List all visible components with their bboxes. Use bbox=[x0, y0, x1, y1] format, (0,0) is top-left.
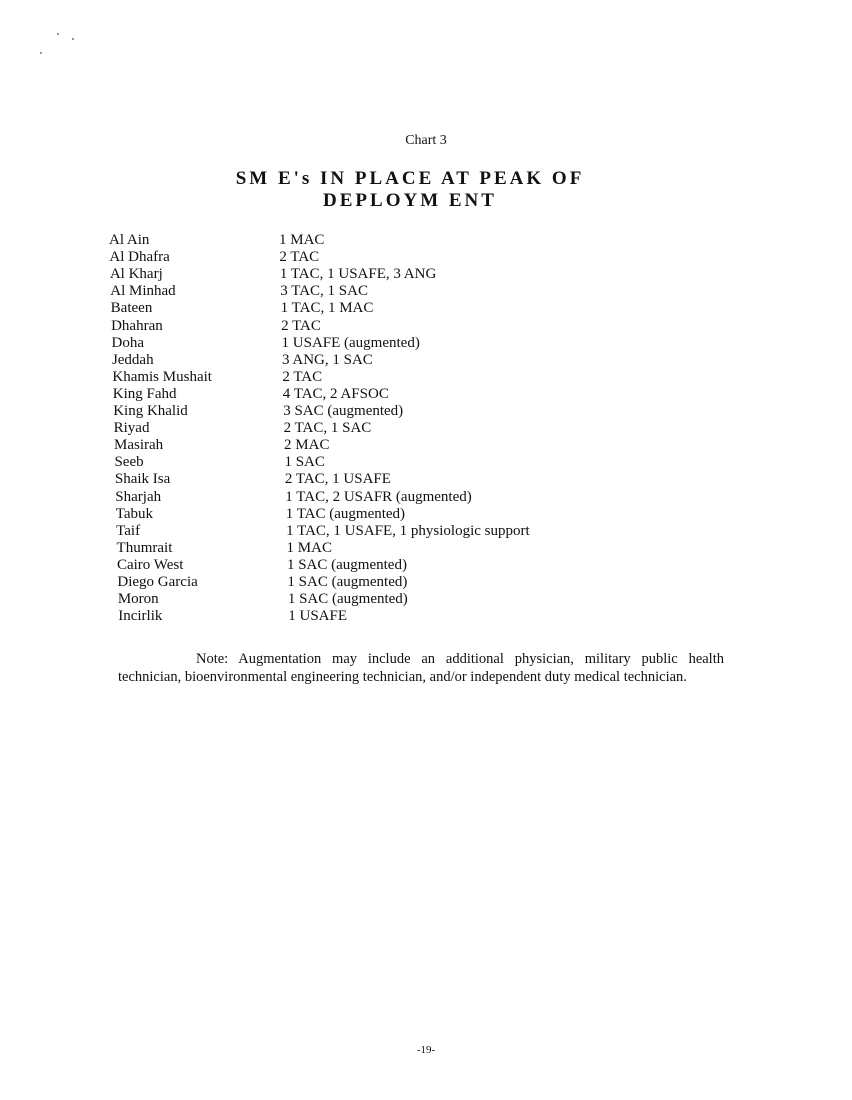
unit-assignment: 1 SAC bbox=[284, 454, 325, 471]
unit-assignment: 4 TAC, 2 AFSOC bbox=[282, 385, 389, 402]
location-name: Shaik Isa bbox=[114, 471, 171, 488]
unit-assignment: 2 TAC bbox=[281, 317, 321, 334]
scan-speck bbox=[40, 52, 42, 54]
unit-assignment: 2 TAC bbox=[282, 368, 323, 385]
location-name: Tabuk bbox=[115, 505, 153, 522]
unit-assignment: 2 TAC, 1 USAFE bbox=[284, 471, 391, 488]
scan-speck bbox=[57, 33, 59, 35]
chart-label: Chart 3 bbox=[405, 133, 447, 148]
unit-assignment: 1 MAC bbox=[286, 539, 332, 556]
unit-assignment: 1 USAFE (augmented) bbox=[281, 334, 420, 351]
unit-assignment: 3 TAC, 1 SAC bbox=[280, 283, 368, 300]
location-name: Moron bbox=[117, 591, 159, 608]
location-name: Jeddah bbox=[111, 351, 154, 368]
location-name: Al Kharj bbox=[109, 266, 163, 283]
unit-assignment: 2 TAC, 1 SAC bbox=[283, 420, 372, 437]
location-name: Masirah bbox=[114, 437, 164, 454]
unit-assignment: 1 TAC, 1 USAFE, 3 ANG bbox=[279, 266, 437, 283]
page-title bbox=[140, 168, 680, 212]
unit-assignment: 1 TAC (augmented) bbox=[285, 505, 406, 522]
location-name: Incirlik bbox=[118, 608, 163, 625]
location-name: Al Ain bbox=[109, 232, 150, 248]
title-line-1: SM E's IN PLACE AT PEAK OF bbox=[235, 168, 585, 189]
unit-assignment: 3 SAC (augmented) bbox=[283, 403, 404, 419]
unit-assignment: 1 MAC bbox=[279, 232, 325, 248]
page-number: -19- bbox=[416, 1044, 436, 1056]
location-name: Al Minhad bbox=[110, 283, 176, 300]
unit-assignment: 1 TAC, 2 USAFR (augmented) bbox=[285, 488, 472, 505]
unit-assignment: 1 SAC (augmented) bbox=[286, 556, 407, 573]
scan-speck bbox=[72, 38, 74, 40]
location-name: King Khalid bbox=[113, 403, 188, 419]
location-name: Al Dhafra bbox=[109, 249, 170, 266]
location-name: Cairo West bbox=[116, 556, 184, 573]
unit-assignment: 2 TAC bbox=[279, 249, 320, 266]
unit-assignment: 1 SAC (augmented) bbox=[287, 574, 408, 590]
unit-assignment: 1 USAFE bbox=[288, 608, 347, 625]
location-name: Bateen bbox=[110, 300, 153, 317]
location-name: Khamis Mushait bbox=[112, 368, 212, 385]
location-name: Dhahran bbox=[111, 317, 163, 334]
location-name: Diego Garcia bbox=[117, 574, 198, 590]
unit-assignment: 1 TAC, 1 USAFE, 1 physiologic support bbox=[286, 522, 530, 539]
note-paragraph bbox=[118, 650, 724, 686]
location-name: Thumrait bbox=[116, 539, 173, 556]
note-text: Note: Augmentation may include an additional physician, military public health technician, bioenvironmental engineering technician, and/or independent duty medical technician. bbox=[118, 651, 724, 685]
unit-assignment: 3 ANG, 1 SAC bbox=[281, 351, 373, 368]
unit-assignment: 1 TAC, 1 MAC bbox=[280, 300, 374, 317]
location-name: Taif bbox=[116, 522, 141, 539]
location-name: Seeb bbox=[114, 454, 144, 471]
unit-assignment: 1 SAC (augmented) bbox=[287, 591, 408, 608]
location-name: Riyad bbox=[113, 420, 150, 437]
location-name: Sharjah bbox=[115, 488, 162, 505]
title-line-2: DEPLOYM ENT bbox=[323, 190, 497, 211]
location-name: Doha bbox=[111, 334, 145, 351]
unit-assignment: 2 MAC bbox=[284, 437, 330, 454]
location-name: King Fahd bbox=[112, 385, 177, 402]
